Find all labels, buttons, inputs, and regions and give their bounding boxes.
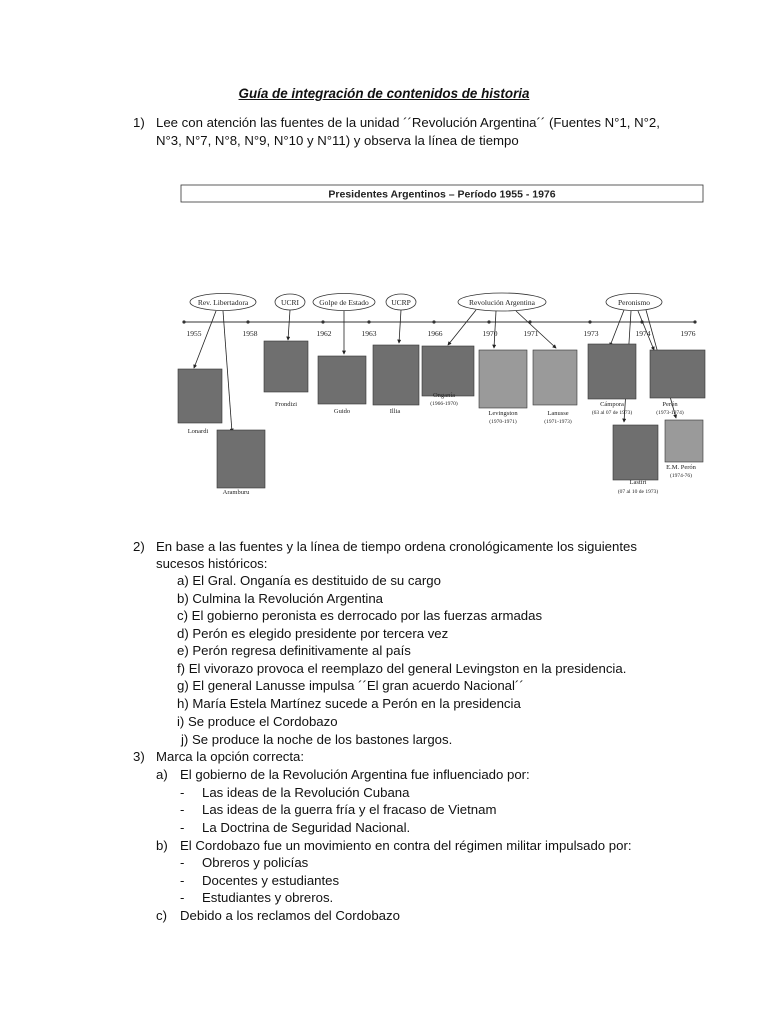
q3b-option: Docentes y estudiantes — [202, 873, 340, 888]
year-label: 1955 — [186, 329, 202, 338]
q2-line2: sucesos históricos: — [156, 556, 268, 571]
q3b-option: Estudiantes y obreros. — [202, 890, 334, 905]
president-photo — [264, 341, 308, 392]
q3a-option: La Doctrina de Seguridad Nacional. — [202, 820, 411, 835]
year-label: 1966 — [427, 329, 443, 338]
president-name: Perón — [662, 401, 678, 408]
axis-tick — [432, 320, 435, 323]
group-label: Revolución Argentina — [469, 298, 535, 307]
q2-item: i) Se produce el Cordobazo — [177, 714, 338, 729]
group-label: UCRI — [281, 298, 299, 307]
year-label: 1970 — [482, 329, 498, 338]
president-name: Lastiri — [629, 479, 647, 486]
group-label: Rev. Libertadora — [197, 298, 249, 307]
q2-line1: En base a las fuentes y la línea de tiempo ordena cronológicamente los siguientes — [156, 539, 637, 554]
president-photo — [318, 356, 366, 404]
president-photo — [588, 344, 636, 399]
q1-number: 1) — [133, 115, 145, 130]
q2-item: c) El gobierno peronista es derrocado por las fuerzas armadas — [177, 608, 543, 623]
q2-item: g) El general Lanusse impulsa ´´El gran acuerdo Nacional´´ — [177, 678, 524, 693]
q3b-option: Obreros y policías — [202, 855, 309, 870]
president-photo — [178, 369, 222, 423]
president-dates: (07 al 10 de 1973) — [617, 489, 659, 495]
president-name: Cámpora — [600, 401, 624, 408]
president-dates: (1974-76) — [670, 473, 692, 479]
president-dates: (1970-1971) — [489, 419, 517, 425]
axis-tick — [588, 320, 591, 323]
president-photo — [422, 346, 474, 396]
president-name: Guido — [333, 408, 351, 415]
president-photo — [373, 345, 419, 405]
q3c-label: c) — [156, 908, 167, 923]
president-photo — [613, 425, 658, 480]
q2-item: h) María Estela Martínez sucede a Perón en la presidencia — [177, 696, 521, 711]
year-label: 1963 — [361, 329, 377, 338]
q1-line2: N°3, N°7, N°8, N°9, N°10 y N°11) y observa la línea de tiempo — [156, 133, 519, 148]
bullet-dash: - — [180, 785, 185, 800]
axis-tick — [487, 320, 490, 323]
timeline-figure — [176, 180, 710, 500]
president-dates: (1971-1973) — [544, 419, 572, 425]
axis-tick — [246, 320, 249, 323]
president-photo — [650, 350, 705, 398]
president-name: Levingston — [488, 410, 518, 417]
bullet-dash: - — [180, 855, 185, 870]
president-name: Aramburu — [222, 489, 250, 496]
president-photo — [479, 350, 527, 408]
q3b-label: b) — [156, 838, 168, 853]
president-name: Lanusse — [547, 410, 569, 417]
president-dates: (63 al 07 de 1973) — [591, 410, 633, 416]
q2-item: j) Se produce la noche de los bastones largos. — [181, 732, 453, 747]
q1-line1: Lee con atención las fuentes de la unidad ´´Revolución Argentina´´ (Fuentes N°1, N°2, — [156, 115, 660, 130]
bullet-dash: - — [180, 873, 185, 888]
q3-number: 3) — [133, 749, 145, 764]
q3a-text: El gobierno de la Revolución Argentina fue influenciado por: — [180, 767, 530, 782]
q2-item: d) Perón es elegido presidente por tercera vez — [177, 626, 449, 641]
q2-item: b) Culmina la Revolución Argentina — [177, 591, 383, 606]
year-label: 1971 — [523, 329, 539, 338]
year-label: 1974 — [635, 329, 651, 338]
group-label: Peronismo — [617, 298, 651, 307]
president-name: Onganía — [432, 392, 456, 399]
bullet-dash: - — [180, 820, 185, 835]
q2-number: 2) — [133, 539, 145, 554]
year-label: 1958 — [242, 329, 258, 338]
q3a-label: a) — [156, 767, 168, 782]
president-photo — [533, 350, 577, 405]
axis-tick — [693, 320, 696, 323]
president-name: Frondizi — [274, 401, 298, 408]
page-title: Guía de integración de contenidos de historia — [238, 86, 530, 101]
q2-item: a) El Gral. Onganía es destituido de su cargo — [177, 573, 441, 588]
president-photo — [217, 430, 265, 488]
q3b-text: El Cordobazo fue un movimiento en contra del régimen militar impulsado por: — [180, 838, 632, 853]
q3a-option: Las ideas de la guerra fría y el fracaso de Vietnam — [202, 802, 497, 817]
group-label: Golpe de Estado — [319, 298, 369, 307]
timeline-header: Presidentes Argentinos – Período 1955 - 1976 — [328, 188, 556, 201]
q2-item: e) Perón regresa definitivamente al país — [177, 643, 411, 658]
q2-item: f) El vivorazo provoca el reemplazo del general Levingston en la presidencia. — [177, 661, 627, 676]
president-name: Lonardi — [187, 428, 209, 435]
president-dates: (1973-1974) — [656, 410, 684, 416]
bullet-dash: - — [180, 802, 185, 817]
year-label: 1973 — [583, 329, 599, 338]
axis-tick — [321, 320, 324, 323]
group-label: UCRP — [391, 298, 411, 307]
president-photo — [665, 420, 703, 462]
president-dates: (1966-1970) — [430, 401, 458, 407]
q3a-option: Las ideas de la Revolución Cubana — [202, 785, 410, 800]
axis-tick — [182, 320, 185, 323]
year-label: 1962 — [316, 329, 332, 338]
president-name: E.M. Perón — [666, 464, 696, 471]
bullet-dash: - — [180, 890, 185, 905]
q3c-text: Debido a los reclamos del Cordobazo — [180, 908, 400, 923]
president-name: Illia — [389, 408, 401, 415]
year-label: 1976 — [680, 329, 696, 338]
axis-tick — [367, 320, 370, 323]
q3-text: Marca la opción correcta: — [156, 749, 305, 764]
